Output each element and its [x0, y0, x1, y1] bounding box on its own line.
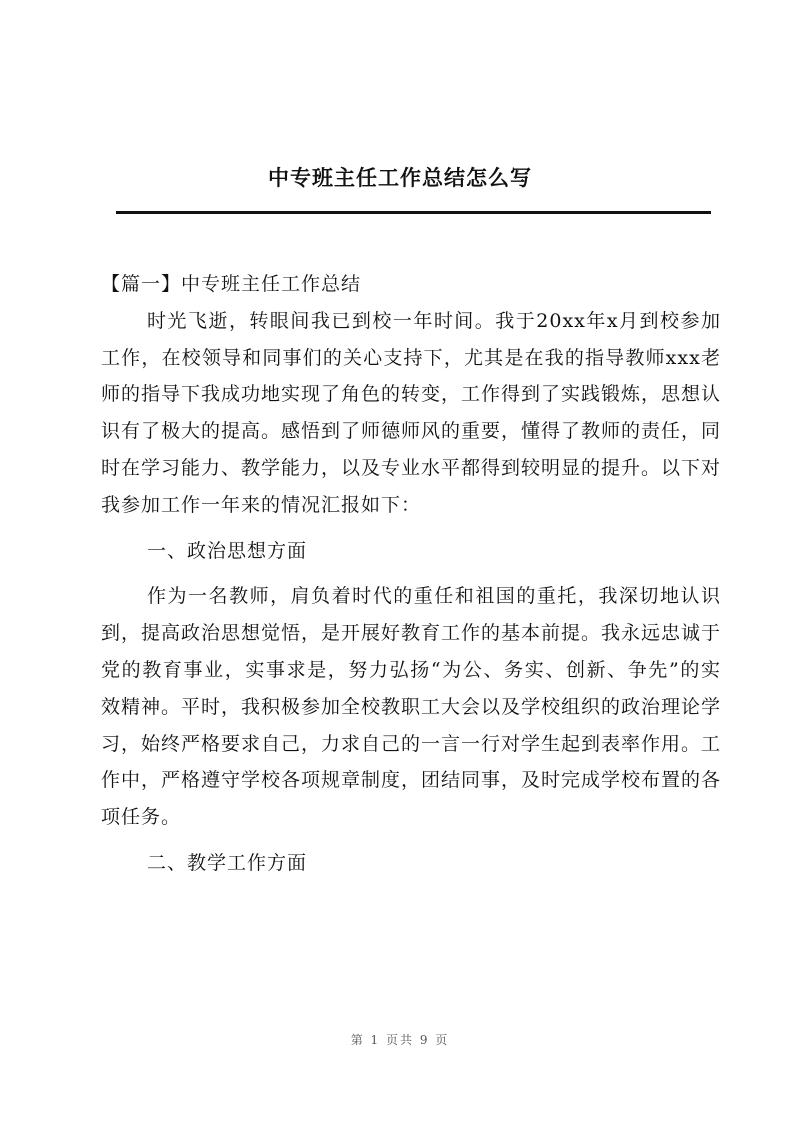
paragraph-intro: 时光飞逝，转眼间我已到校一年时间。我于20xx年x月到校参加工作，在校领导和同事们的关心支持下，尤其是在我的指导教师xxx老师的指导下我成功地实现了角色的转变，工作得到了实践锻炼，思想认识有了极大的提高。感悟到了师德师风的重要，懂得了教师的责任，同时在学习能力、教学能力，以及专业水平都得到较明显的提升。以下对我参加工作一年来的情况汇报如下：	[101, 309, 722, 516]
document-body	[101, 266, 721, 891]
page-number: 第 1 页共 9 页	[350, 1033, 450, 1047]
paragraph-politics: 作为一名教师，肩负着时代的重任和祖国的重托，我深切地认识到，提高政治思想觉悟，是开展好教育工作的基本前提。我永远忠诚于党的教育事业，实事求是，努力弘扬“为公、务实、创新、争先”的实效精神。平时，我积极参加全校教职工大会以及学校组织的政治理论学习，始终严格要求自己，力求自己的一言一行对学生起到表率作用。工作中，严格遵守学校各项规章制度，团结同事，及时完成学校布置的各项任务。	[101, 585, 722, 829]
title-divider	[116, 211, 711, 214]
subheading-teaching: 二、教学工作方面	[147, 851, 308, 874]
subheading-politics: 一、政治思想方面	[147, 539, 308, 562]
document-title: 中专班主任工作总结怎么写	[268, 165, 532, 190]
section-heading: 【篇一】中专班主任工作总结	[101, 273, 362, 295]
